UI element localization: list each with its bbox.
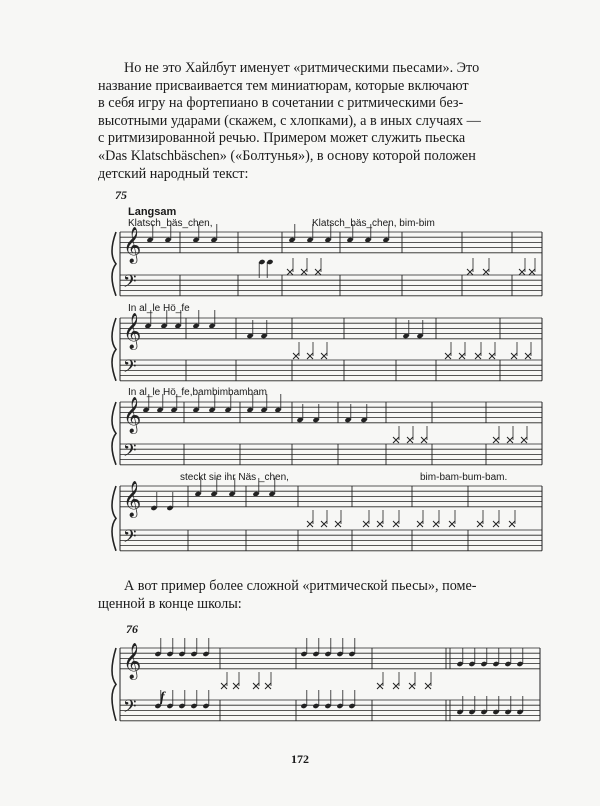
example-number: 75	[115, 188, 127, 202]
clap-note	[493, 437, 499, 443]
clap-note	[525, 353, 531, 359]
text-line: щенной в конце школы:	[98, 595, 242, 612]
treble-clef: 𝄞	[123, 226, 142, 263]
clap-note	[321, 521, 327, 527]
text-line: в себя игру на фортепиано в сочетании с ритмическими без-	[98, 95, 464, 112]
treble-clef: 𝄞	[123, 642, 142, 679]
clap-note	[417, 521, 423, 527]
bass-clef: 𝄢	[123, 356, 137, 381]
clap-note	[363, 521, 369, 527]
clap-note	[233, 683, 239, 689]
clap-note	[321, 353, 327, 359]
clap-note	[253, 683, 259, 689]
clap-note	[489, 353, 495, 359]
clap-note	[221, 683, 227, 689]
clap-note	[393, 683, 399, 689]
paragraph-second	[98, 578, 558, 613]
lyric-line: Klatsch_bäs_chen, bim-bim	[312, 218, 435, 229]
page-number: 172	[291, 752, 309, 766]
example-number: 76	[126, 622, 138, 636]
clap-note	[529, 269, 535, 275]
clap-note	[377, 521, 383, 527]
text-line: А вот пример более сложной «ритмической пьесы», поме-	[124, 578, 477, 594]
brace	[112, 648, 116, 721]
treble-clef: 𝄞	[123, 396, 142, 433]
brace	[112, 486, 116, 551]
clap-note	[467, 269, 473, 275]
clap-note	[307, 353, 313, 359]
bass-clef: 𝄢	[123, 696, 137, 721]
bass-clef: 𝄢	[123, 440, 137, 465]
clap-note	[459, 353, 465, 359]
clap-note	[507, 437, 513, 443]
clap-note	[315, 269, 321, 275]
clap-note	[493, 521, 499, 527]
lyric-line: steckt sie ihr Näs _chen,	[180, 472, 289, 483]
treble-clef: 𝄞	[123, 312, 142, 349]
clap-note	[445, 353, 451, 359]
bass-clef: 𝄢	[123, 526, 137, 551]
lyric-line: Klatsch_bäs_chen,	[128, 218, 213, 229]
clap-note	[377, 683, 383, 689]
clap-note	[509, 521, 515, 527]
clap-note	[519, 269, 525, 275]
clap-note	[301, 269, 307, 275]
clap-note	[449, 521, 455, 527]
bass-clef: 𝄢	[123, 271, 137, 296]
text-line: детский народный текст:	[98, 165, 249, 182]
clap-note	[425, 683, 431, 689]
brace	[112, 402, 116, 465]
text-line: Но не это Хайлбут именует «ритмическими пьесами». Это	[124, 60, 480, 76]
clap-note	[293, 353, 299, 359]
clap-note	[287, 269, 293, 275]
clap-note	[433, 521, 439, 527]
text-line: название присваивается тем миниатюрам, которые включают	[98, 77, 469, 94]
brace	[112, 318, 116, 381]
dynamic-marking: f	[160, 690, 165, 705]
lyric-line: In al_le Hö_fe,bambimbambam	[128, 387, 267, 398]
text-line: высотными ударами (скажем, с хлопками), а в иных случаях —	[98, 112, 481, 129]
clap-note	[265, 683, 271, 689]
clap-note	[335, 521, 341, 527]
clap-note	[477, 521, 483, 527]
clap-note	[393, 521, 399, 527]
lyric-line: In al_le Hö_fe	[128, 303, 190, 314]
tempo-marking: Langsam	[128, 206, 177, 218]
clap-note	[409, 683, 415, 689]
text-line: с ритмизированной речью. Примером может служить пьеска	[98, 130, 466, 147]
clap-note	[483, 269, 489, 275]
clap-note	[393, 437, 399, 443]
clap-note	[307, 521, 313, 527]
text-line: «Das Klatschbäschen» («Болтунья»), в основу которой положен	[98, 147, 476, 164]
clap-note	[407, 437, 413, 443]
brace	[112, 232, 116, 296]
clap-note	[475, 353, 481, 359]
example-76-score	[112, 638, 540, 721]
clap-note	[421, 437, 427, 443]
lyric-line: bim-bam-bum-bam.	[420, 472, 508, 483]
clap-note	[511, 353, 517, 359]
clap-note	[521, 437, 527, 443]
treble-clef: 𝄞	[123, 480, 142, 517]
